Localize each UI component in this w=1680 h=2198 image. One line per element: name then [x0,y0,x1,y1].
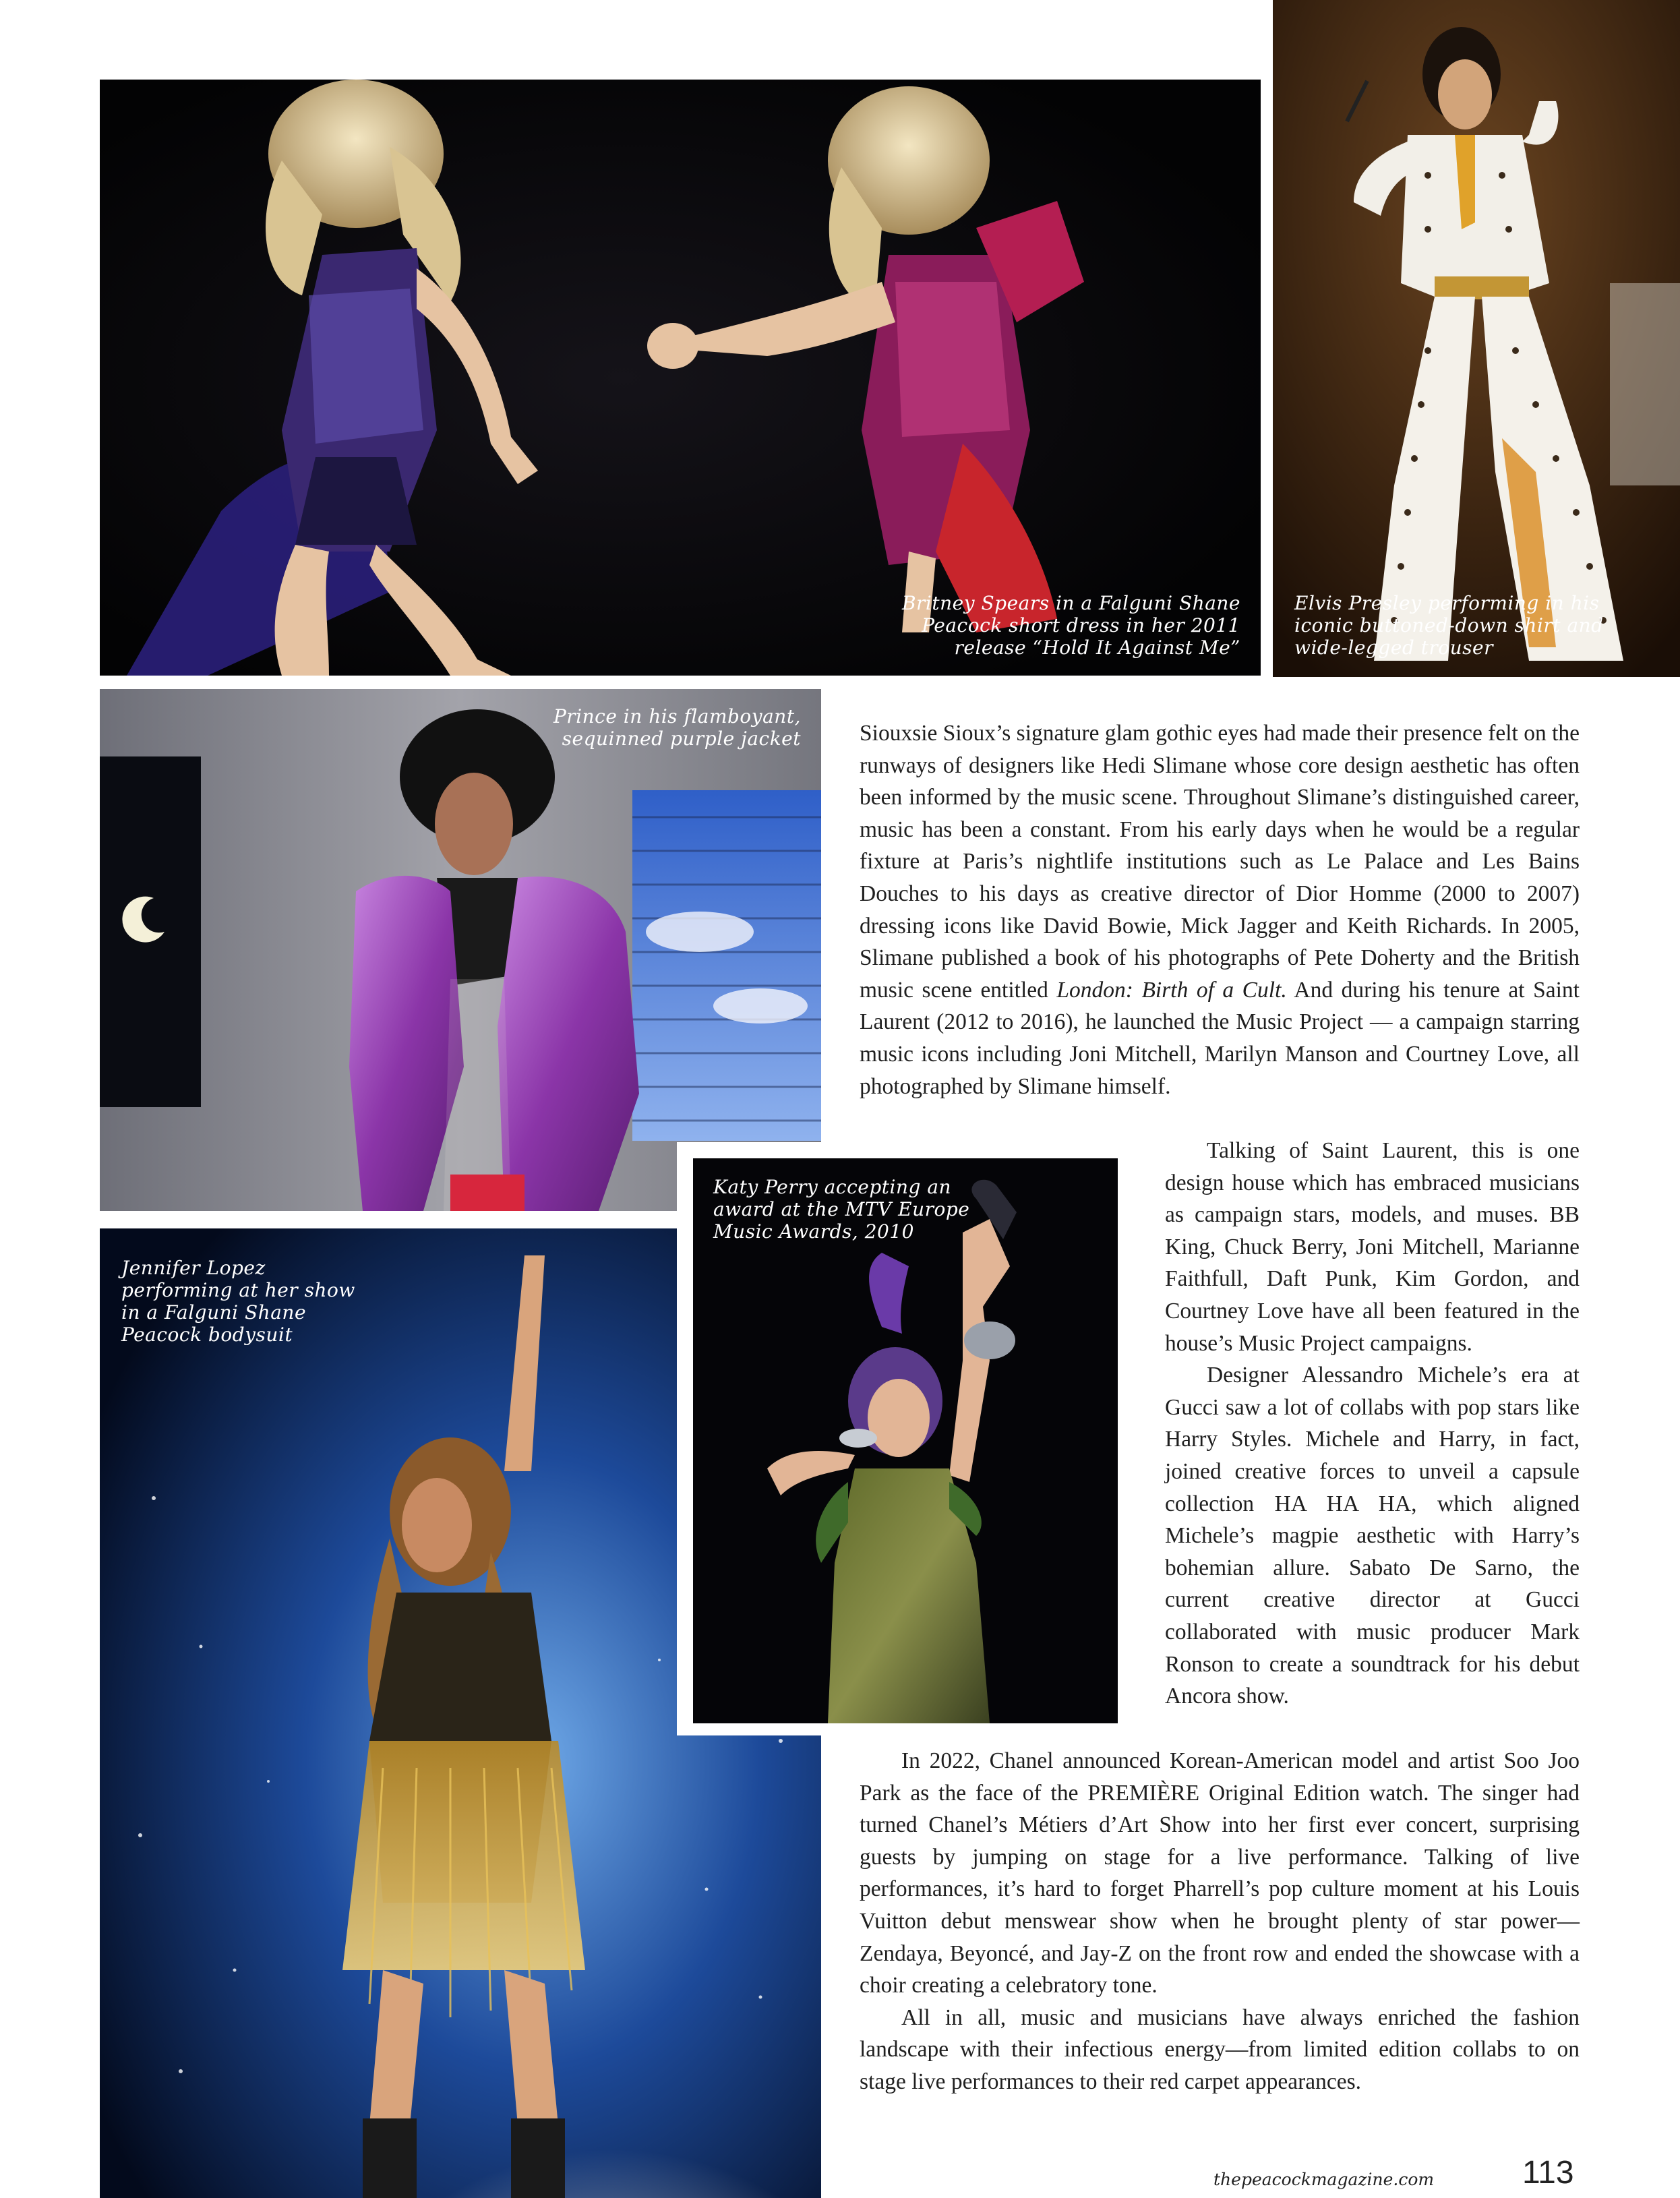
caption-elvis [1294,592,1672,659]
paragraph-text: And during his tenure at Saint Laurent (2012 to 2016), he launched the Music Project — a campaign starring music icons including Joni Mitchell, Marilyn Manson and Courtney Love, all photographed by Slimane himself. [860,977,1580,1099]
paragraph-text: Siouxsie Sioux’s signature glam gothic eyes had made their presence felt on the runways of designers like Hedi Slimane whose core design aesthetic has often been informed by the music scene. Throughout Slimane’s distinguished career, music has been a constant. From his early days when he would be a regular fixture at Paris’s nightlife institutions such as Le Palace and Les Bains Douches to his days as creative director of Dior Homme (2000 to 2007) dressing icons like David Bowie, Mick Jagger and Keith Richards. In 2005, Slimane published a book of his photographs of Pete Doherty and the British music scene entitled [860,721,1580,1003]
photo-elvis-presley [1273,0,1680,677]
caption-line: sequinned purple jacket [562,727,801,750]
photo-katy-perry-frame [677,1142,1133,1735]
article-paragraph-5: All in all, music and musicians have always enriched the fashion landscape with their infectious energy—from limited edition collabs to on stage live performances to their red carpet appearances. [860,2004,1580,2094]
caption-line: release “Hold It Against Me” [954,636,1240,659]
footer-website: thepeacockmagazine.com [1213,2170,1435,2189]
article-paragraph-1 [860,717,1580,1102]
article-narrow-column [1165,1135,1580,1713]
caption-line: Music Awards, 2010 [713,1220,914,1243]
caption-katy [713,1176,996,1243]
caption-line: Prince in his flamboyant, [553,705,801,727]
photo-prince [100,689,821,1211]
caption-prince [504,705,801,750]
caption-line: iconic buttoned-down shirt and [1294,614,1604,636]
caption-line: award at the MTV Europe [713,1198,970,1220]
caption-line: wide-legged trouser [1294,636,1493,659]
caption-line: Jennifer Lopez [121,1257,266,1279]
caption-line: Peacock short dress in her 2011 [922,614,1240,636]
caption-line: Peacock bodysuit [121,1324,293,1346]
prince-illustration [100,689,821,1211]
book-title: London: Birth of a Cult. [1056,977,1287,1003]
caption-line: Katy Perry accepting an [713,1176,952,1198]
caption-line: Britney Spears in a Falguni Shane [901,592,1240,614]
caption-line: performing at her show [121,1279,355,1301]
article-paragraph-2: Talking of Saint Laurent, this is one design house which has embraced musicians as campaign stars, models, and muses. BB King, Chuck Berry, Joni Mitchell, Marianne Faithfull, Daft Punk, Kim Gordon, and Courtney Love have all been featured in the house’s Music Project campaigns. [1165,1138,1580,1356]
article-bottom-column [860,1745,1580,2098]
katy-illustration [693,1158,1118,1723]
britney-illustration [100,80,1261,676]
photo-britney-spears [100,80,1261,676]
elvis-illustration [1273,0,1680,677]
page-number: 113 [1522,2155,1574,2191]
caption-line: Elvis Presley performing in his [1294,592,1600,614]
caption-britney [890,592,1240,659]
article-paragraph-3: Designer Alessandro Michele’s era at Gucci saw a lot of collabs with pop stars like Harry Styles. Michele and Harry, in fact, joined creative forces to unveil a capsule collection HA HA HA, which aligned Michele’s magpie aesthetic with Harry’s bohemian allure. Sabato De Sarno, the current creative director at Gucci collaborated with music producer Mark Ronson to create a soundtrack for his debut Ancora show. [1165,1363,1580,1709]
caption-jlo [121,1257,391,1346]
caption-line: in a Falguni Shane [121,1301,307,1324]
article-paragraph-4: In 2022, Chanel announced Korean-American model and artist Soo Joo Park as the face of the PREMIÈRE Original Edition watch. The singer had turned Chanel’s Métiers d’Art Show into her first ever concert, surprising guests by jumping on stage for a live performance. Talking of live performances, it’s hard to forget Pharrell’s pop culture moment at his Louis Vuitton debut menswear show when he brought plenty of star power—Zendaya, Beyoncé, and Jay-Z on the front row and ended the showcase with a choir creating a celebratory tone. [860,1748,1580,1998]
photo-katy-perry [693,1158,1118,1723]
